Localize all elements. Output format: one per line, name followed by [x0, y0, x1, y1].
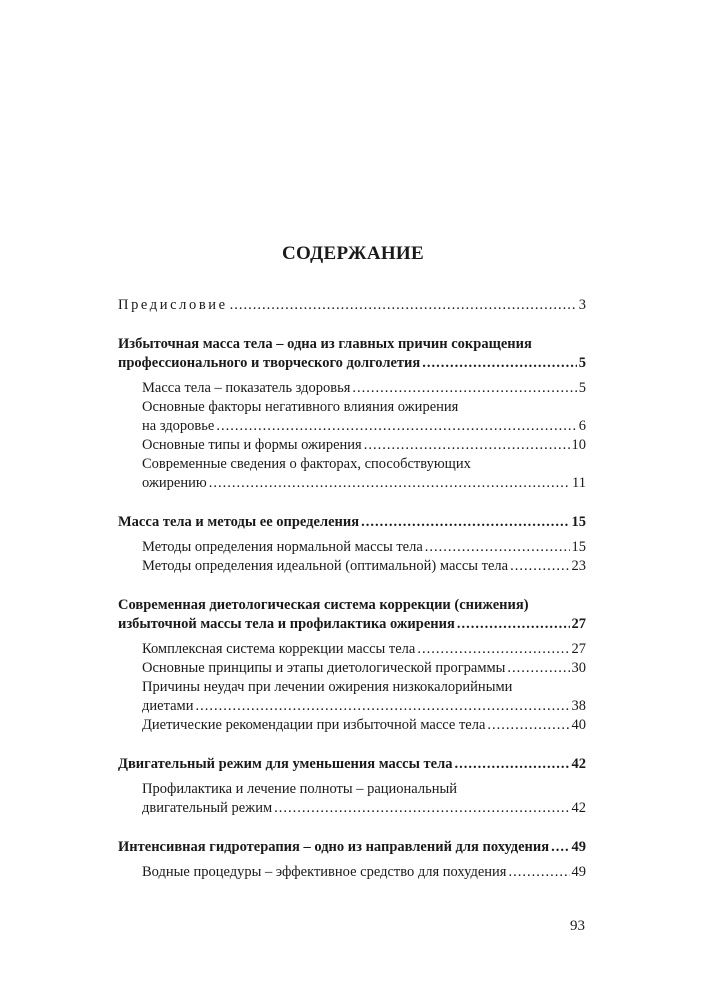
toc-subentry-title: двигательный режим — [142, 800, 273, 816]
toc-subentry-title-line: Профилактика и лечение полноты – рациональный — [142, 781, 457, 797]
dot-leader — [195, 697, 569, 716]
dot-leader — [364, 436, 570, 455]
toc-chapter-title: профессионального и творческого долголетия — [118, 355, 421, 371]
toc-subentry-title: Методы определения нормальной массы тела — [142, 539, 423, 555]
toc-subentry[interactable] — [142, 659, 586, 678]
toc-chapter-title: избыточной массы тела и профилактика ожирения — [118, 616, 455, 632]
toc-chapter-entry[interactable] — [118, 615, 586, 634]
toc-subentry-title: ожирению — [142, 475, 207, 491]
dot-leader — [274, 799, 569, 818]
page-title: СОДЕРЖАНИЕ — [282, 243, 424, 264]
toc-subentry-page: 40 — [571, 717, 586, 733]
toc-subsections — [118, 379, 586, 493]
toc-subentry-title: диетами — [142, 698, 194, 714]
dot-leader — [457, 615, 570, 634]
dot-leader — [454, 755, 569, 774]
toc-subentry-title: Водные процедуры – эффективное средство для похудения — [142, 864, 507, 880]
toc-subsections — [118, 863, 586, 882]
toc-chapter — [118, 335, 586, 493]
dot-leader — [508, 863, 569, 882]
toc-chapter-entry[interactable] — [118, 513, 586, 532]
toc-chapter — [118, 513, 586, 576]
toc-subentry-page: 15 — [571, 539, 586, 555]
toc-chapter — [118, 755, 586, 818]
dot-leader — [361, 513, 569, 532]
dot-leader — [422, 354, 576, 373]
toc-subentry[interactable] — [142, 780, 586, 818]
toc-subentry[interactable] — [142, 436, 586, 455]
toc-subentry-title: Диетические рекомендации при избыточной массе тела — [142, 717, 486, 733]
dot-leader — [417, 640, 569, 659]
toc-subentry[interactable] — [142, 557, 586, 576]
toc-chapter-entry[interactable] — [118, 755, 586, 774]
dot-leader — [216, 417, 576, 436]
toc-subentry[interactable] — [142, 863, 586, 882]
toc-subentry-title-line: Причины неудач при лечении ожирения низкокалорийными — [142, 679, 513, 695]
toc-subentry-title-line: Основные факторы негативного влияния ожирения — [142, 399, 459, 415]
dot-leader — [209, 474, 570, 493]
toc-chapter-entry[interactable] — [118, 354, 586, 373]
toc-chapter-entry[interactable] — [118, 838, 586, 857]
dot-leader — [507, 659, 569, 678]
toc-chapter-page: 15 — [571, 514, 586, 530]
toc-subsections — [118, 640, 586, 735]
toc-subentry[interactable] — [142, 640, 586, 659]
toc-subentry-page: 30 — [571, 660, 586, 676]
toc-subentry-page: 5 — [578, 380, 586, 396]
table-of-contents — [118, 296, 586, 882]
toc-subentry[interactable] — [142, 398, 586, 436]
toc-subentry-page: 38 — [571, 698, 586, 714]
toc-subentry-page: 6 — [578, 418, 586, 434]
toc-subentry[interactable] — [142, 678, 586, 716]
toc-subentry-title-line: Современные сведения о факторах, способствующих — [142, 456, 471, 472]
toc-chapter-title-line: Избыточная масса тела – одна из главных причин сокращения — [118, 336, 532, 352]
dot-leader — [352, 379, 576, 398]
toc-subentry-page: 42 — [571, 800, 586, 816]
toc-chapter-title: Интенсивная гидротерапия – одно из направлений для похудения — [118, 839, 550, 855]
toc-subentry[interactable] — [142, 716, 586, 735]
toc-subsections — [118, 538, 586, 576]
toc-subentry[interactable] — [142, 379, 586, 398]
toc-chapter-page: 49 — [571, 839, 586, 855]
toc-subentry-title: Комплексная система коррекции массы тела — [142, 641, 416, 657]
toc-entry-page: 3 — [578, 297, 586, 313]
dot-leader — [425, 538, 570, 557]
toc-entry-preface[interactable] — [118, 296, 586, 315]
toc-subentry-page: 23 — [571, 558, 586, 574]
toc-entry-title: Предисловие — [118, 297, 228, 313]
toc-subentry[interactable] — [142, 455, 586, 493]
dot-leader — [230, 296, 577, 315]
page-number: 93 — [570, 918, 585, 934]
toc-subentry-page: 11 — [572, 475, 586, 491]
dot-leader — [551, 838, 569, 857]
toc-chapter-title: Масса тела и методы ее определения — [118, 514, 360, 530]
toc-subentry[interactable] — [142, 538, 586, 557]
toc-subentry-title: Масса тела – показатель здоровья — [142, 380, 351, 396]
toc-subentry-title: на здоровье — [142, 418, 215, 434]
toc-subentry-page: 10 — [571, 437, 586, 453]
toc-chapter-title-line: Современная диетологическая система коррекции (снижения) — [118, 597, 529, 613]
toc-chapter-page: 27 — [571, 616, 586, 632]
toc-subentry-title: Основные типы и формы ожирения — [142, 437, 362, 453]
dot-leader — [487, 716, 569, 735]
toc-chapter — [118, 838, 586, 882]
toc-subsections — [118, 780, 586, 818]
toc-subentry-title: Методы определения идеальной (оптимальной) массы тела — [142, 558, 509, 574]
toc-chapter-title: Двигательный режим для уменьшения массы тела — [118, 756, 453, 772]
toc-chapter-page: 42 — [571, 756, 586, 772]
toc-chapter — [118, 596, 586, 735]
toc-subentry-page: 49 — [571, 864, 586, 880]
toc-subentry-page: 27 — [571, 641, 586, 657]
toc-subentry-title: Основные принципы и этапы диетологической программы — [142, 660, 506, 676]
toc-chapter-page: 5 — [578, 355, 586, 371]
dot-leader — [510, 557, 569, 576]
